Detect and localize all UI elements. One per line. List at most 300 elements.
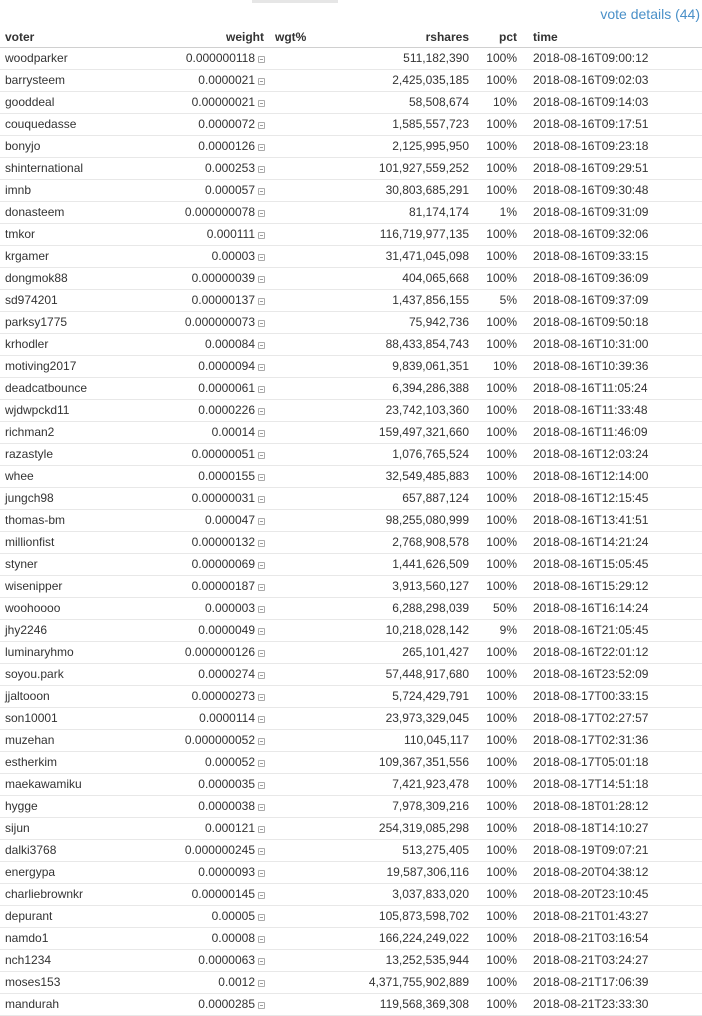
weight-value: 0.000057 [204, 183, 255, 197]
wgt-pct-cell [265, 972, 335, 994]
collapse-icon[interactable] [258, 914, 265, 921]
voter-cell [0, 796, 170, 818]
weight-value: 0.00000069 [191, 557, 255, 571]
weight-value: 0.0000226 [198, 403, 255, 417]
column-header-time: time [517, 26, 702, 48]
weight-cell [170, 598, 265, 620]
weight-value: 0.00000145 [191, 887, 255, 901]
pct-cell: 100% [469, 378, 517, 400]
pct-cell: 100% [469, 554, 517, 576]
pct-cell: 100% [469, 884, 517, 906]
collapse-icon[interactable] [258, 56, 265, 63]
pct-cell: 10% [469, 356, 517, 378]
voter-link[interactable]: energypa [5, 865, 56, 879]
vote-row [0, 708, 702, 730]
vote-row [0, 576, 702, 598]
collapse-icon[interactable] [258, 760, 265, 767]
weight-value: 0.00000187 [191, 579, 255, 593]
weight-cell [170, 290, 265, 312]
voter-cell [0, 554, 170, 576]
pct-cell: 100% [469, 862, 517, 884]
pct-cell: 100% [469, 268, 517, 290]
wgt-pct-cell [265, 488, 335, 510]
weight-value: 0.0000063 [198, 953, 255, 967]
voter-link[interactable]: jhy2246 [5, 623, 48, 637]
voter-link[interactable]: sijun [5, 821, 30, 835]
weight-value: 0.0000093 [198, 865, 255, 879]
voter-cell [0, 444, 170, 466]
vote-row [0, 312, 702, 334]
voter-link[interactable]: depurant [5, 909, 53, 923]
collapse-icon[interactable] [258, 166, 265, 173]
rshares-cell: 30,803,685,291 [335, 180, 469, 202]
weight-cell [170, 950, 265, 972]
weight-cell [170, 620, 265, 642]
weight-cell [170, 796, 265, 818]
time-cell: 2018-08-16T22:01:12 [517, 642, 702, 664]
weight-value: 0.0000035 [198, 777, 255, 791]
voter-link[interactable]: couquedasse [5, 117, 77, 131]
collapse-icon[interactable] [258, 100, 265, 107]
voter-link[interactable]: moses153 [5, 975, 61, 989]
time-cell: 2018-08-16T11:05:24 [517, 378, 702, 400]
wgt-pct-cell [265, 246, 335, 268]
voter-cell [0, 840, 170, 862]
time-cell: 2018-08-16T09:14:03 [517, 92, 702, 114]
weight-cell [170, 224, 265, 246]
collapse-icon[interactable] [258, 518, 265, 525]
vote-table [0, 26, 702, 1016]
vote-row [0, 796, 702, 818]
voter-cell [0, 312, 170, 334]
voter-link[interactable]: parksy1775 [5, 315, 68, 329]
voter-cell [0, 994, 170, 1016]
collapse-icon[interactable] [258, 980, 265, 987]
voter-cell [0, 620, 170, 642]
collapse-icon[interactable] [258, 232, 265, 239]
weight-cell [170, 708, 265, 730]
wgt-pct-cell [265, 466, 335, 488]
weight-cell [170, 642, 265, 664]
rshares-cell: 4,371,755,902,889 [335, 972, 469, 994]
weight-cell [170, 246, 265, 268]
weight-value: 0.0000072 [198, 117, 255, 131]
weight-value: 0.00000021 [191, 95, 255, 109]
wgt-pct-cell [265, 708, 335, 730]
rshares-cell: 98,255,080,999 [335, 510, 469, 532]
weight-value: 0.000111 [206, 227, 255, 241]
weight-cell [170, 400, 265, 422]
voter-cell [0, 334, 170, 356]
voter-link[interactable]: gooddeal [5, 95, 55, 109]
weight-cell [170, 928, 265, 950]
weight-cell [170, 268, 265, 290]
vote-details-link[interactable] [600, 6, 700, 22]
voter-link[interactable]: nch1234 [5, 953, 52, 967]
weight-cell [170, 48, 265, 70]
time-cell: 2018-08-16T14:21:24 [517, 532, 702, 554]
weight-cell [170, 752, 265, 774]
column-header-weight: weight [170, 26, 265, 48]
collapse-icon[interactable] [258, 122, 265, 129]
voter-link[interactable]: motiving2017 [5, 359, 77, 373]
rshares-cell: 23,973,329,045 [335, 708, 469, 730]
time-cell: 2018-08-16T09:17:51 [517, 114, 702, 136]
voter-cell [0, 576, 170, 598]
weight-value: 0.00000137 [191, 293, 255, 307]
weight-value: 0.000000118 [185, 51, 255, 65]
pct-cell: 100% [469, 466, 517, 488]
collapse-icon[interactable] [258, 672, 265, 679]
collapse-icon[interactable] [258, 474, 265, 481]
vote-row [0, 818, 702, 840]
voter-link[interactable]: maekawamiku [5, 777, 82, 791]
voter-cell [0, 488, 170, 510]
voter-link[interactable]: shinternational [5, 161, 84, 175]
collapse-icon[interactable] [258, 298, 265, 305]
voter-cell [0, 532, 170, 554]
weight-value: 0.0000038 [198, 799, 255, 813]
rshares-cell: 5,724,429,791 [335, 686, 469, 708]
voter-cell [0, 136, 170, 158]
time-cell: 2018-08-16T09:31:09 [517, 202, 702, 224]
vote-row [0, 554, 702, 576]
collapse-icon[interactable] [258, 848, 265, 855]
weight-cell [170, 576, 265, 598]
weight-cell [170, 488, 265, 510]
weight-cell [170, 906, 265, 928]
voter-link[interactable]: styner [5, 557, 38, 571]
wgt-pct-cell [265, 576, 335, 598]
vote-row [0, 840, 702, 862]
voter-link[interactable]: namdo1 [5, 931, 49, 945]
voter-link[interactable]: woodparker [5, 51, 68, 65]
wgt-pct-cell [265, 818, 335, 840]
vote-row [0, 510, 702, 532]
voter-cell [0, 290, 170, 312]
rshares-cell: 58,508,674 [335, 92, 469, 114]
time-cell: 2018-08-16T09:32:06 [517, 224, 702, 246]
voter-link[interactable]: imnb [5, 183, 32, 197]
pct-cell: 100% [469, 818, 517, 840]
vote-row [0, 466, 702, 488]
weight-value: 0.000084 [204, 337, 255, 351]
wgt-pct-cell [265, 444, 335, 466]
voter-cell [0, 862, 170, 884]
vote-table-header [0, 26, 702, 48]
voter-link[interactable]: jungch98 [5, 491, 54, 505]
pct-cell: 100% [469, 906, 517, 928]
weight-cell [170, 202, 265, 224]
voter-link[interactable]: dalki3768 [5, 843, 57, 857]
vote-row [0, 422, 702, 444]
collapse-icon[interactable] [258, 694, 265, 701]
rshares-cell: 75,942,736 [335, 312, 469, 334]
pct-cell: 100% [469, 686, 517, 708]
column-header-wgt-pct: wgt% [265, 26, 335, 48]
voter-link[interactable]: mandurah [5, 997, 60, 1011]
wgt-pct-cell [265, 334, 335, 356]
pct-cell: 100% [469, 48, 517, 70]
voter-cell [0, 158, 170, 180]
wgt-pct-cell [265, 950, 335, 972]
collapse-icon[interactable] [258, 540, 265, 547]
weight-cell [170, 334, 265, 356]
collapse-icon[interactable] [258, 562, 265, 569]
weight-cell [170, 92, 265, 114]
time-cell: 2018-08-16T15:29:12 [517, 576, 702, 598]
collapse-icon[interactable] [258, 254, 265, 261]
voter-link[interactable]: thomas-bm [5, 513, 66, 527]
voter-link[interactable]: sd974201 [5, 293, 58, 307]
pct-cell: 100% [469, 312, 517, 334]
voter-link[interactable]: krgamer [5, 249, 50, 263]
voter-link[interactable]: dongmok88 [5, 271, 68, 285]
collapse-icon[interactable] [258, 650, 265, 657]
collapse-icon[interactable] [258, 826, 265, 833]
voter-link[interactable]: razastyle [5, 447, 54, 461]
time-cell: 2018-08-16T09:23:18 [517, 136, 702, 158]
weight-value: 0.0000094 [198, 359, 255, 373]
rshares-cell: 513,275,405 [335, 840, 469, 862]
voter-cell [0, 224, 170, 246]
time-cell: 2018-08-20T04:38:12 [517, 862, 702, 884]
voter-link[interactable]: muzehan [5, 733, 55, 747]
voter-link[interactable]: bonyjo [5, 139, 41, 153]
voter-link[interactable]: wisenipper [5, 579, 63, 593]
weight-cell [170, 356, 265, 378]
collapse-icon[interactable] [258, 210, 265, 217]
wgt-pct-cell [265, 136, 335, 158]
weight-cell [170, 180, 265, 202]
vote-row [0, 378, 702, 400]
pct-cell: 100% [469, 664, 517, 686]
voter-cell [0, 884, 170, 906]
wgt-pct-cell [265, 774, 335, 796]
wgt-pct-cell [265, 356, 335, 378]
weight-cell [170, 994, 265, 1016]
rshares-cell: 1,441,626,509 [335, 554, 469, 576]
wgt-pct-cell [265, 114, 335, 136]
collapse-icon[interactable] [258, 430, 265, 437]
voter-cell [0, 818, 170, 840]
wgt-pct-cell [265, 664, 335, 686]
weight-value: 0.00000273 [191, 689, 255, 703]
weight-cell [170, 774, 265, 796]
voter-link[interactable]: richman2 [5, 425, 55, 439]
weight-value: 0.000000078 [184, 205, 255, 219]
rshares-cell: 105,873,598,702 [335, 906, 469, 928]
pct-cell: 100% [469, 994, 517, 1016]
time-cell: 2018-08-21T23:33:30 [517, 994, 702, 1016]
voter-link[interactable]: krhodler [5, 337, 49, 351]
rshares-cell: 3,037,833,020 [335, 884, 469, 906]
time-cell: 2018-08-21T17:06:39 [517, 972, 702, 994]
weight-value: 0.0000049 [198, 623, 255, 637]
voter-link[interactable]: luminaryhmo [5, 645, 74, 659]
voter-link[interactable]: tmkor [5, 227, 35, 241]
vote-details-label: vote details [600, 6, 672, 22]
voter-link[interactable]: woohoooo [5, 601, 61, 615]
voter-link[interactable]: charliebrownkr [5, 887, 84, 901]
voter-link[interactable]: hygge [5, 799, 38, 813]
pct-cell: 100% [469, 642, 517, 664]
weight-value: 0.0000061 [198, 381, 255, 395]
voter-link[interactable]: jjaltooon [5, 689, 50, 703]
vote-row [0, 972, 702, 994]
voter-link[interactable]: wjdwpckd11 [5, 403, 70, 417]
voter-cell [0, 730, 170, 752]
weight-cell [170, 532, 265, 554]
time-cell: 2018-08-16T09:37:09 [517, 290, 702, 312]
rshares-cell: 6,394,286,388 [335, 378, 469, 400]
pct-cell: 100% [469, 950, 517, 972]
time-cell: 2018-08-16T09:30:48 [517, 180, 702, 202]
collapse-icon[interactable] [258, 78, 265, 85]
weight-cell [170, 444, 265, 466]
vote-row [0, 994, 702, 1016]
voter-cell [0, 114, 170, 136]
pct-cell: 100% [469, 708, 517, 730]
weight-value: 0.000000052 [184, 733, 255, 747]
vote-row [0, 752, 702, 774]
rshares-cell: 6,288,298,039 [335, 598, 469, 620]
collapse-icon[interactable] [258, 936, 265, 943]
pct-cell: 100% [469, 796, 517, 818]
voter-cell [0, 180, 170, 202]
collapse-icon[interactable] [258, 584, 265, 591]
vote-row [0, 356, 702, 378]
pct-cell: 100% [469, 246, 517, 268]
collapse-icon[interactable] [258, 782, 265, 789]
pct-cell: 1% [469, 202, 517, 224]
time-cell: 2018-08-17T02:27:57 [517, 708, 702, 730]
header-row [0, 26, 702, 48]
weight-value: 0.000000073 [184, 315, 255, 329]
weight-value: 0.00000051 [191, 447, 255, 461]
time-cell: 2018-08-18T01:28:12 [517, 796, 702, 818]
vote-row [0, 334, 702, 356]
collapse-icon[interactable] [258, 1002, 265, 1009]
top-scroll-hint [252, 0, 338, 3]
voter-link[interactable]: soyou.park [5, 667, 64, 681]
column-header-pct: pct [469, 26, 517, 48]
time-cell: 2018-08-16T09:50:18 [517, 312, 702, 334]
collapse-icon[interactable] [258, 716, 265, 723]
wgt-pct-cell [265, 268, 335, 290]
weight-cell [170, 378, 265, 400]
voter-link[interactable]: whee [5, 469, 34, 483]
rshares-cell: 254,319,085,298 [335, 818, 469, 840]
collapse-icon[interactable] [258, 188, 265, 195]
time-cell: 2018-08-16T09:36:09 [517, 268, 702, 290]
collapse-icon[interactable] [258, 320, 265, 327]
collapse-icon[interactable] [258, 276, 265, 283]
collapse-icon[interactable] [258, 144, 265, 151]
collapse-icon[interactable] [258, 628, 265, 635]
collapse-icon[interactable] [258, 408, 265, 415]
vote-row [0, 730, 702, 752]
rshares-cell: 2,125,995,950 [335, 136, 469, 158]
time-cell: 2018-08-16T12:14:00 [517, 466, 702, 488]
weight-cell [170, 422, 265, 444]
weight-cell [170, 114, 265, 136]
collapse-icon[interactable] [258, 496, 265, 503]
wgt-pct-cell [265, 884, 335, 906]
wgt-pct-cell [265, 554, 335, 576]
voter-link[interactable]: barrysteem [5, 73, 66, 87]
voter-link[interactable]: estherkim [5, 755, 58, 769]
wgt-pct-cell [265, 378, 335, 400]
weight-cell [170, 972, 265, 994]
vote-row [0, 202, 702, 224]
voter-link[interactable]: son10001 [5, 711, 58, 725]
vote-row [0, 180, 702, 202]
collapse-icon[interactable] [258, 386, 265, 393]
collapse-icon[interactable] [258, 738, 265, 745]
collapse-icon[interactable] [258, 342, 265, 349]
collapse-icon[interactable] [258, 958, 265, 965]
vote-row [0, 444, 702, 466]
voter-cell [0, 598, 170, 620]
wgt-pct-cell [265, 532, 335, 554]
vote-row [0, 532, 702, 554]
pct-cell: 100% [469, 840, 517, 862]
rshares-cell: 159,497,321,660 [335, 422, 469, 444]
voter-link[interactable]: donasteem [5, 205, 65, 219]
voter-cell [0, 48, 170, 70]
time-cell: 2018-08-17T02:31:36 [517, 730, 702, 752]
collapse-icon[interactable] [258, 364, 265, 371]
collapse-icon[interactable] [258, 804, 265, 811]
rshares-cell: 110,045,117 [335, 730, 469, 752]
time-cell: 2018-08-16T21:05:45 [517, 620, 702, 642]
voter-cell [0, 268, 170, 290]
collapse-icon[interactable] [258, 452, 265, 459]
weight-value: 0.00014 [211, 425, 255, 439]
vote-row [0, 906, 702, 928]
collapse-icon[interactable] [258, 606, 265, 613]
voter-cell [0, 92, 170, 114]
wgt-pct-cell [265, 92, 335, 114]
time-cell: 2018-08-17T14:51:18 [517, 774, 702, 796]
pct-cell: 100% [469, 972, 517, 994]
collapse-icon[interactable] [258, 892, 265, 899]
voter-cell [0, 972, 170, 994]
wgt-pct-cell [265, 180, 335, 202]
voter-cell [0, 642, 170, 664]
collapse-icon[interactable] [258, 870, 265, 877]
wgt-pct-cell [265, 686, 335, 708]
time-cell: 2018-08-16T11:33:48 [517, 400, 702, 422]
voter-link[interactable]: millionfist [5, 535, 55, 549]
rshares-cell: 32,549,485,883 [335, 466, 469, 488]
rshares-cell: 116,719,977,135 [335, 224, 469, 246]
vote-row [0, 268, 702, 290]
vote-row [0, 114, 702, 136]
voter-cell [0, 422, 170, 444]
rshares-cell: 1,076,765,524 [335, 444, 469, 466]
voter-link[interactable]: deadcatbounce [5, 381, 88, 395]
time-cell: 2018-08-16T12:03:24 [517, 444, 702, 466]
vote-row [0, 620, 702, 642]
weight-cell [170, 862, 265, 884]
weight-value: 0.00000039 [191, 271, 255, 285]
pct-cell: 10% [469, 92, 517, 114]
wgt-pct-cell [265, 906, 335, 928]
weight-value: 0.000000245 [184, 843, 255, 857]
vote-row [0, 70, 702, 92]
